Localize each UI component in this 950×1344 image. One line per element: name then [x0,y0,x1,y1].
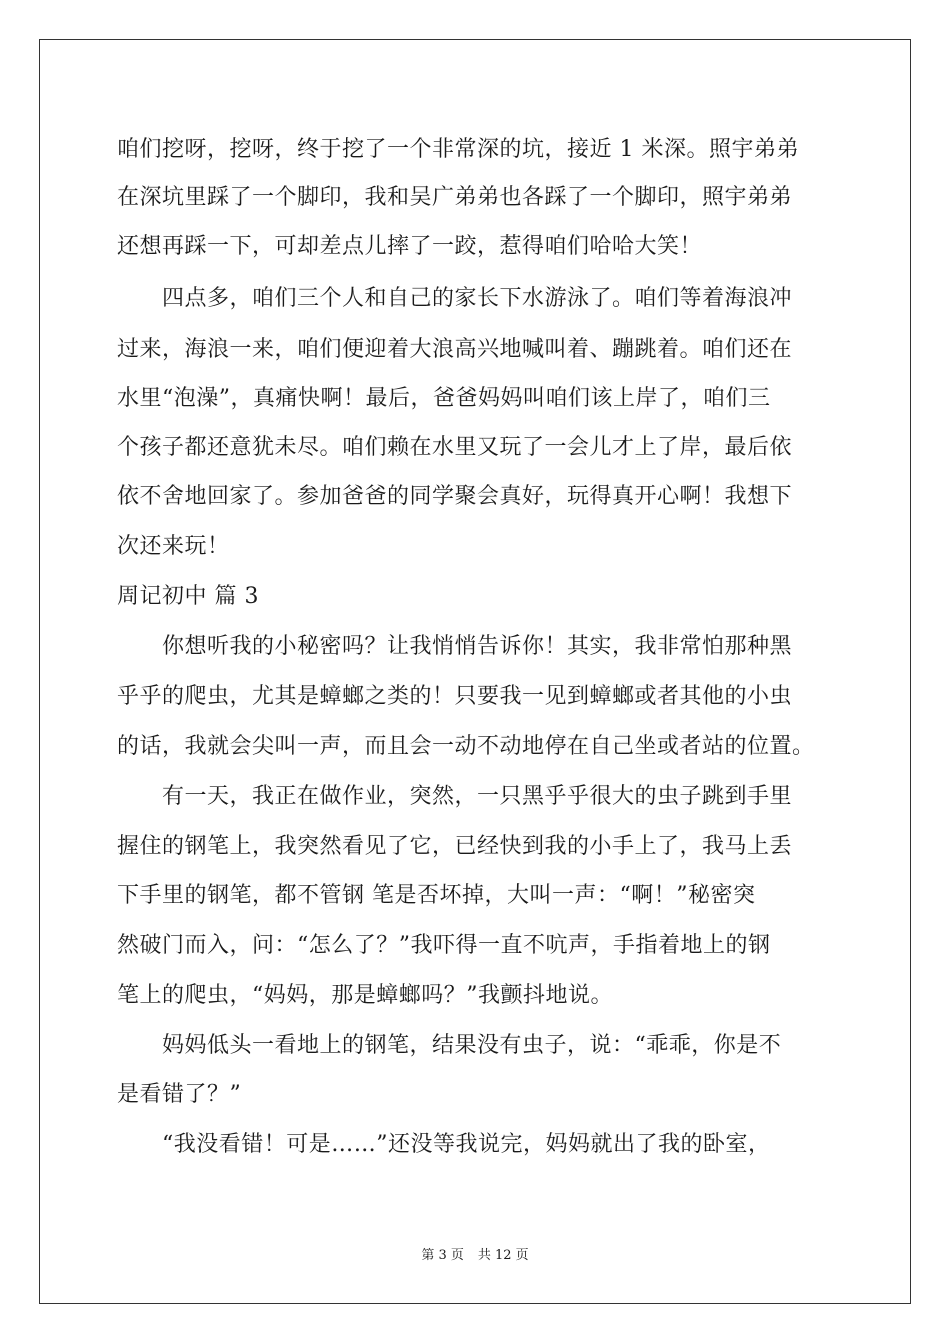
text-line: 握住的钢笔上，我突然看见了它，已经快到我的小手上了，我马上丢 [117,834,793,859]
text-line: 然破门而入，问：“怎么了？”我吓得一直不吭声，手指着地上的钢 [117,933,771,958]
text-line: 还想再踩一下，可却差点儿摔了一跤，惹得咱们哈哈大笑！ [117,234,703,259]
text-line: 水里“泡澡”，真痛快啊！最后，爸爸妈妈叫咱们该上岸了，咱们三 [117,386,771,411]
text-line: 笔上的爬虫，“妈妈，那是蟑螂吗？”我颤抖地说。 [117,983,613,1008]
text-line: 四点多，咱们三个人和自己的家长下水游泳了。咱们等着海浪冲 [117,286,793,311]
text-line: 在深坑里踩了一个脚印，我和吴广弟弟也各踩了一个脚印，照宇弟弟 [117,185,793,210]
page-number: 第 3 页 [421,1248,464,1263]
text-line: 依不舍地回家了。参加爸爸的同学聚会真好，玩得真开心啊！我想下 [117,484,793,509]
text-line: 你想听我的小秘密吗？让我悄悄告诉你！其实，我非常怕那种黑 [117,634,793,659]
text-line: “我没看错！可是……”还没等我说完，妈妈就出了我的卧室， [117,1132,771,1157]
text-line: 个孩子都还意犹未尽。咱们赖在水里又玩了一会儿才上了岸，最后依 [117,435,793,460]
text-line: 妈妈低头一看地上的钢笔，结果没有虫子，说：“乖乖，你是不 [117,1033,782,1058]
text-line: 过来，海浪一来，咱们便迎着大浪高兴地喊叫着、蹦跳着。咱们还在 [117,337,793,362]
text-line: 是看错了？” [117,1082,242,1107]
page-total: 共 12 页 [477,1248,529,1263]
text-line: 有一天，我正在做作业，突然，一只黑乎乎很大的虫子跳到手里 [117,784,793,809]
text-line: 咱们挖呀，挖呀，终于挖了一个非常深的坑，接近 1 米深。照宇弟弟 [117,137,799,162]
text-line: 下手里的钢笔，都不管钢 笔是否坏掉，大叫一声：“啊！”秘密突 [117,883,756,908]
text-line: 的话，我就会尖叫一声，而且会一动不动地停在自己坐或者站的位置。 [117,734,815,759]
section-heading: 周记初中 篇 3 [117,584,259,609]
text-line: 乎乎的爬虫，尤其是蟑螂之类的！只要我一见到蟑螂或者其他的小虫 [117,684,793,709]
text-line: 次还来玩！ [117,534,230,559]
page-border [39,39,911,1304]
page-footer [0,1247,950,1265]
